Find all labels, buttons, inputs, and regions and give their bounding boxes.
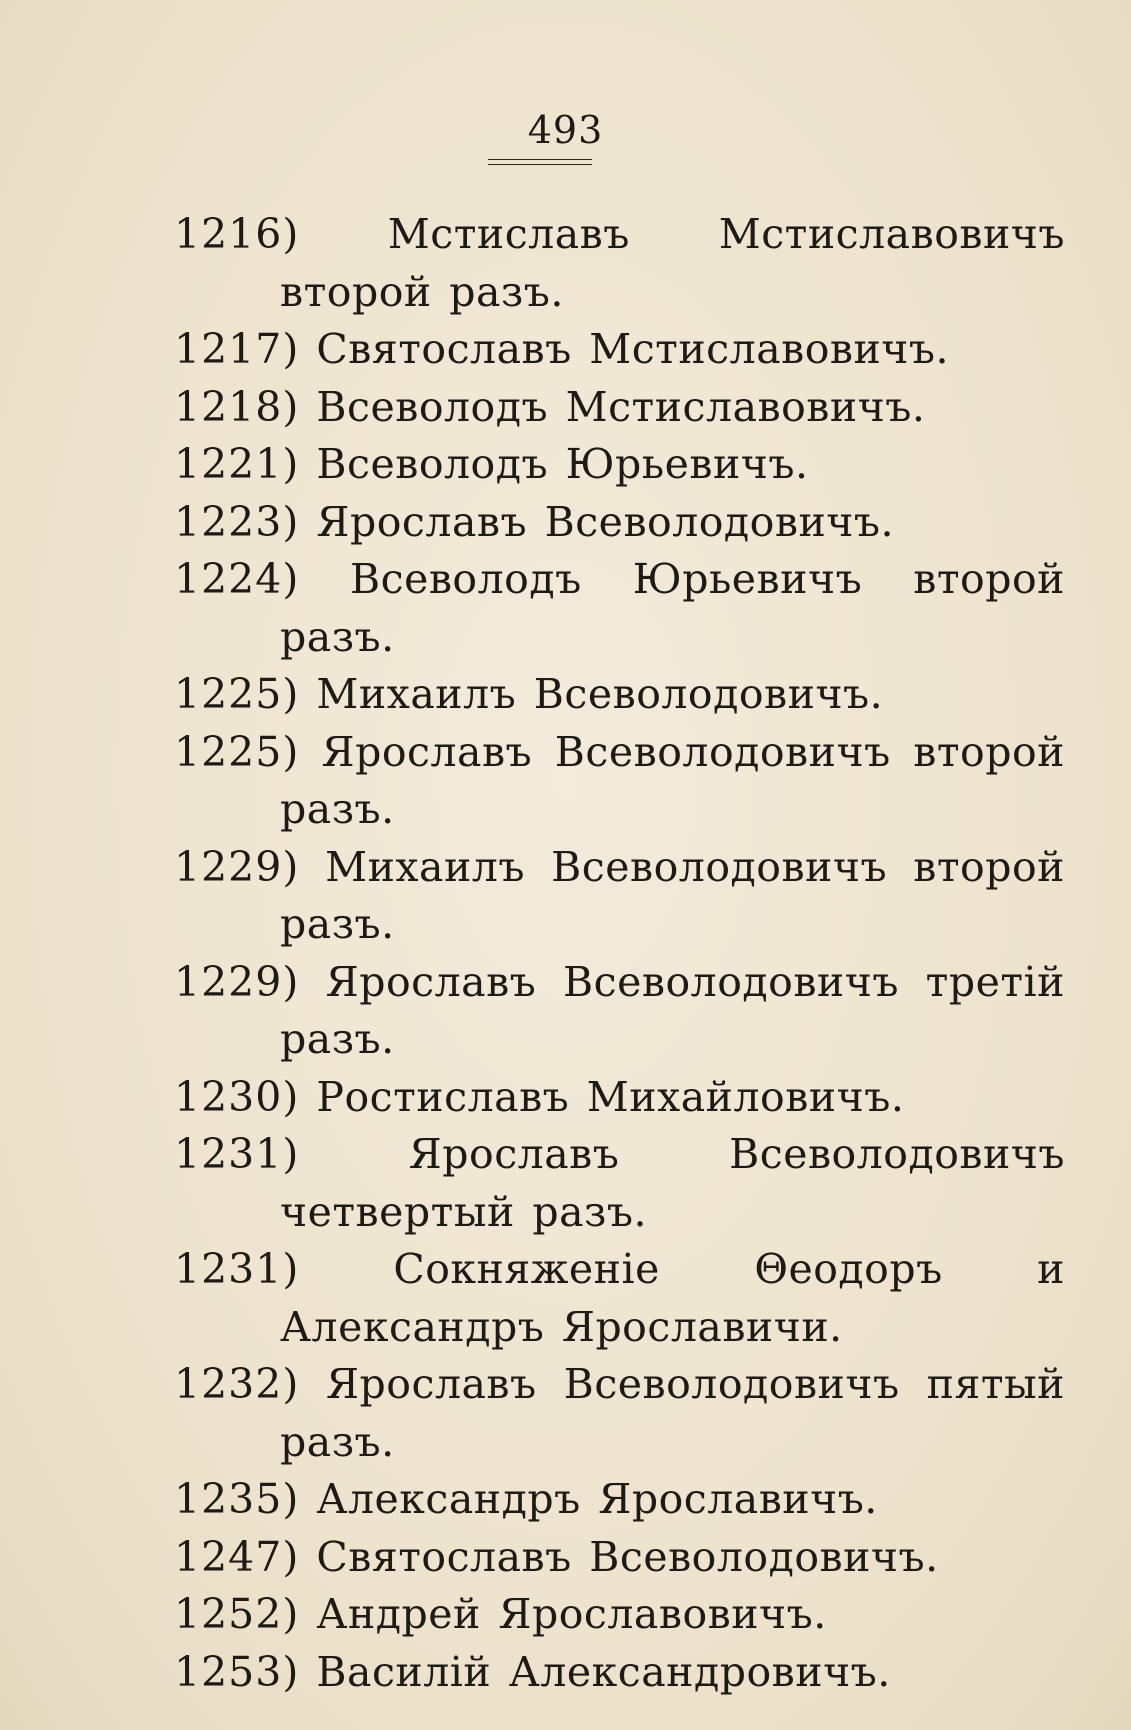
list-item — [174, 1069, 1065, 1127]
entry-year: 1224) — [174, 555, 300, 603]
entry-year: 1223) — [174, 497, 300, 546]
entry-name: Ярославъ Всеволодовичъ второй разъ. — [280, 727, 1065, 833]
entry-year: 1230) — [174, 1072, 300, 1121]
entry-name: Ярославъ Всеволодовичъ пятый разъ. — [280, 1360, 1065, 1466]
list-item — [174, 379, 1065, 437]
entry-year: 1218) — [174, 382, 300, 431]
entry-year: 1221) — [174, 440, 300, 488]
entry-year: 1229) — [174, 957, 300, 1006]
entry-year: 1231) — [174, 1245, 300, 1293]
entry-name: Святославъ Всеволодовичъ. — [316, 1532, 939, 1581]
entry-name: Сокняженіе Θеодоръ и Александръ Ярославичи. — [280, 1245, 1065, 1351]
entry-name: Ярославъ Всеволодовичъ третій разъ. — [280, 957, 1065, 1063]
list-item — [174, 206, 1065, 321]
entry-name: Ростиславъ Михайловичъ. — [316, 1072, 905, 1121]
entry-name: Святославъ Мстиславовичъ. — [316, 325, 950, 373]
entry-name: Михаилъ Всеволодовичъ. — [316, 670, 884, 718]
entry-year: 1235) — [174, 1475, 300, 1523]
list-item — [174, 1529, 1065, 1587]
entry-year: 1231) — [174, 1130, 300, 1178]
list-item — [174, 666, 1065, 724]
list-item — [174, 1471, 1065, 1529]
list-item — [174, 494, 1065, 552]
entry-year: 1216) — [174, 210, 300, 258]
list-item — [174, 724, 1065, 839]
entry-year: 1252) — [174, 1590, 300, 1638]
list-item — [174, 954, 1065, 1069]
entry-year: 1225) — [174, 670, 300, 718]
entry-name: Василій Александровичъ. — [316, 1647, 891, 1696]
entry-name: Всеволодъ Юрьевичъ. — [316, 440, 809, 488]
page-number: 493 — [527, 108, 604, 152]
list-item — [174, 1644, 1065, 1702]
entry-name: Ярославъ Всеволодовичъ четвертый разъ. — [280, 1130, 1065, 1236]
list-item — [174, 1586, 1065, 1644]
entry-year: 1229) — [174, 842, 300, 891]
entry-name: Мстиславъ Мстиславовичъ второй разъ. — [280, 210, 1065, 316]
entry-name: Ярославъ Всеволодовичъ. — [316, 497, 894, 546]
entry-name: Александръ Ярославичъ. — [316, 1475, 878, 1523]
list-item — [174, 1126, 1065, 1241]
list-item — [174, 839, 1065, 954]
entry-name: Михаилъ Всеволодовичъ второй разъ. — [280, 842, 1065, 948]
chronology-list — [0, 206, 1131, 1701]
entry-name: Андрей Ярославовичъ. — [316, 1590, 827, 1638]
page-number-rule — [488, 159, 592, 165]
list-item — [174, 1356, 1065, 1471]
entry-year: 1225) — [174, 727, 300, 776]
list-item — [174, 321, 1065, 379]
entry-name: Всеволодъ Мстиславовичъ. — [316, 382, 926, 431]
entry-year: 1232) — [174, 1360, 300, 1408]
list-item — [174, 551, 1065, 666]
list-item — [174, 1241, 1065, 1356]
entry-year: 1247) — [174, 1532, 300, 1581]
entry-year: 1253) — [174, 1647, 300, 1696]
entry-name: Всеволодъ Юрьевичъ второй разъ. — [280, 555, 1065, 661]
list-item — [174, 436, 1065, 494]
entry-year: 1217) — [174, 325, 300, 373]
